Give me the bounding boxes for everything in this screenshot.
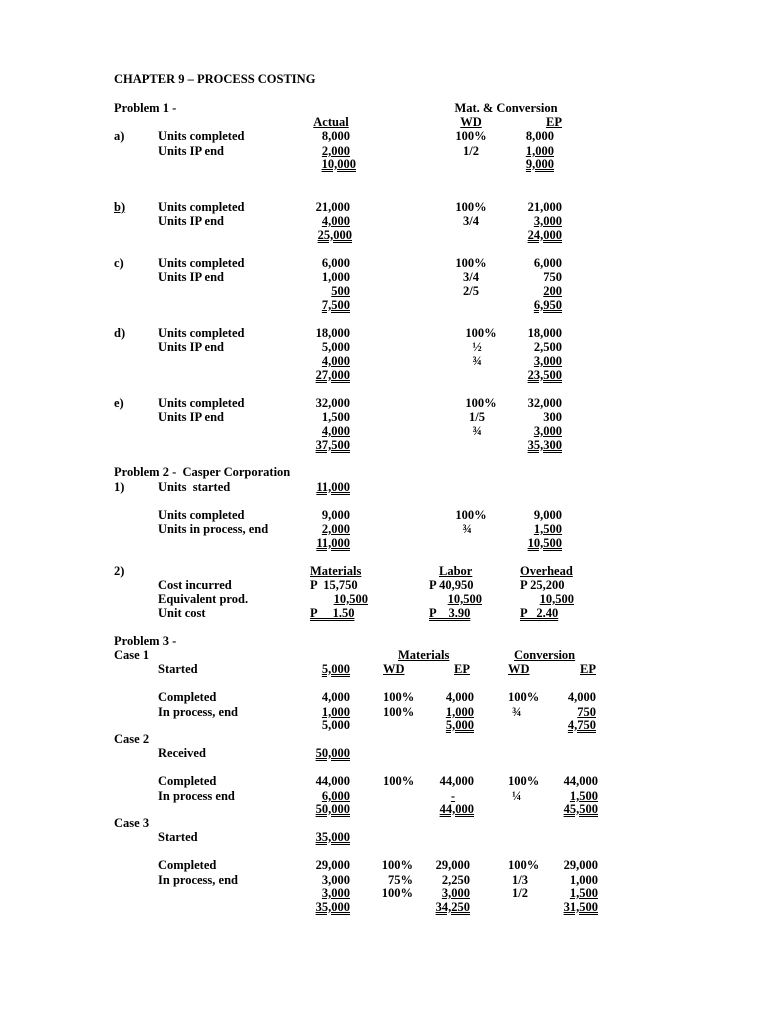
wd-header: WD [383,662,405,676]
actual-value: 2,000 [321,522,350,536]
ep-value: 18,000 [527,326,562,340]
ep-value: 3,000 [533,354,562,368]
ep-value: 1,000 [525,144,554,158]
page-title: CHAPTER 9 – PROCESS COSTING [114,72,316,86]
conv-ep-total: 45,500 [563,802,598,816]
actual-value: 3,000 [321,886,350,900]
row-label: Completed [158,690,217,704]
row-label: Units completed [158,326,245,340]
actual-value: 21,000 [315,200,350,214]
ep-value: 200 [543,284,562,298]
mat-conversion-header: Mat. & Conversion [454,101,558,115]
ep-value: 8,000 [525,129,554,143]
mat-wd-value: 100% [383,690,415,704]
overhead-header: Overhead [520,564,573,578]
actual-total: 50,000 [315,802,350,816]
problem-2-heading: Problem 2 - Casper Corporation [114,465,291,479]
conv-ep-value: 4,000 [567,690,596,704]
ep-value: 2,500 [533,340,562,354]
ep-value: 300 [543,410,562,424]
wd-value: 3/4 [463,214,479,228]
actual-total: 35,000 [315,900,350,914]
ep-value: 32,000 [527,396,562,410]
actual-value: 3,000 [321,873,350,887]
ep-header: EP [454,662,470,676]
row-label: Units started [158,480,231,494]
wd-value: 1/5 [469,410,485,424]
mat-ep-value: 2,250 [441,873,470,887]
part-label: 1) [114,480,125,494]
row-label: Units IP end [158,144,224,158]
overhead-eqp: 10,500 [539,592,574,606]
mat-wd-value: 100% [381,886,413,900]
row-label: Units IP end [158,270,224,284]
conv-ep-total: 4,750 [567,718,596,732]
wd-value: ¾ [472,424,482,438]
actual-total: 7,500 [321,298,350,312]
row-label: Units completed [158,256,245,270]
mat-wd-value: 100% [381,858,413,872]
actual-value: 6,000 [321,256,350,270]
wd-value: ½ [472,340,482,354]
actual-value: 1,500 [321,410,350,424]
wd-value: 100% [465,326,497,340]
actual-value: 8,000 [321,129,350,143]
problem-1-heading: Problem 1 - [114,101,177,115]
case-label: a) [114,129,125,143]
actual-value: 5,000 [321,340,350,354]
actual-total: 37,500 [315,438,350,452]
actual-value: 4,000 [321,690,350,704]
conv-ep-value: 1,500 [569,789,598,803]
row-label: Units completed [158,508,245,522]
materials-header: Materials [398,648,450,662]
ep-value: 3,000 [533,214,562,228]
wd-header: WD [508,662,530,676]
row-label: Unit cost [158,606,206,620]
conv-wd-value: ¼ [512,789,522,803]
wd-value: 100% [465,396,497,410]
actual-value: 44,000 [315,774,350,788]
conv-wd-value: 100% [508,774,540,788]
labor-cost: P 40,950 [429,578,474,592]
row-label: In process, end [158,873,238,887]
conv-wd-value: 1/2 [512,886,528,900]
row-label: Received [158,746,206,760]
ep-total: 23,500 [527,368,562,382]
actual-value: 500 [331,284,350,298]
actual-total: 10,000 [321,157,356,171]
ep-value: 6,000 [533,256,562,270]
mat-ep-value: 29,000 [435,858,470,872]
mat-ep-value: 1,000 [445,705,474,719]
materials-header: Materials [310,564,362,578]
materials-unit-cost: P 1.50 [310,606,355,620]
row-label: Equivalent prod. [158,592,249,606]
wd-value: 1/2 [463,144,479,158]
wd-value: ¾ [462,522,472,536]
ep-value: 1,500 [533,522,562,536]
case-label: d) [114,326,126,340]
ep-total: 6,950 [533,298,562,312]
problem-3-heading: Problem 3 - [114,634,177,648]
actual-value: 4,000 [321,424,350,438]
mat-ep-total: 34,250 [435,900,470,914]
conv-wd-value: 100% [508,690,540,704]
mat-ep-value: - [450,789,456,803]
ep-header: EP [580,662,596,676]
conv-wd-value: 100% [508,858,540,872]
case-label: Case 2 [114,732,150,746]
case-label: Case 1 [114,648,150,662]
row-label: In process, end [158,705,238,719]
actual-value: 9,000 [321,508,350,522]
ep-header: EP [546,115,562,129]
labor-unit-cost: P 3.90 [429,606,471,620]
actual-value: 1,000 [321,705,350,719]
actual-total: 25,000 [317,228,352,242]
wd-value: ¾ [472,354,482,368]
row-label: Units IP end [158,410,224,424]
actual-total: 11,000 [316,536,350,550]
ep-value: 9,000 [533,508,562,522]
wd-header: WD [460,115,482,129]
actual-value: 29,000 [315,858,350,872]
ep-total: 10,500 [527,536,562,550]
materials-eqp: 10,500 [333,592,368,606]
wd-value: 100% [455,129,487,143]
conv-ep-value: 1,500 [569,886,598,900]
actual-total: 27,000 [315,368,350,382]
actual-header: Actual [313,115,349,129]
conv-wd-value: ¾ [512,705,522,719]
row-label: Units IP end [158,340,224,354]
row-label: Started [158,662,198,676]
row-label: Started [158,830,198,844]
ep-total: 9,000 [525,157,554,171]
wd-value: 2/5 [463,284,479,298]
units-started-value: 5,000 [321,662,350,676]
mat-ep-value: 44,000 [439,774,474,788]
units-received-value: 50,000 [315,746,350,760]
actual-value: 4,000 [321,354,350,368]
materials-cost: P 15,750 [310,578,358,592]
actual-value: 32,000 [315,396,350,410]
actual-value: 2,000 [321,144,350,158]
row-label: Units completed [158,200,245,214]
ep-total: 24,000 [527,228,562,242]
conv-wd-value: 1/3 [512,873,528,887]
row-label: Cost incurred [158,578,232,592]
case-label: b) [114,200,126,214]
ep-total: 35,300 [527,438,562,452]
row-label: Units completed [158,396,245,410]
actual-value: 4,000 [321,214,350,228]
mat-ep-total: 44,000 [439,802,474,816]
case-label: c) [114,256,124,270]
mat-wd-value: 100% [383,705,415,719]
ep-value: 750 [543,270,562,284]
row-label: Units in process, end [158,522,269,536]
case-label: e) [114,396,124,410]
wd-value: 100% [455,508,487,522]
case-label: Case 3 [114,816,150,830]
overhead-unit-cost: P 2.40 [520,606,559,620]
mat-wd-value: 75% [388,873,413,887]
wd-value: 3/4 [463,270,479,284]
ep-value: 21,000 [527,200,562,214]
row-label: Units IP end [158,214,224,228]
mat-wd-value: 100% [383,774,415,788]
units-started-value: 35,000 [315,830,350,844]
row-label: In process end [158,789,235,803]
conv-ep-value: 44,000 [563,774,598,788]
wd-value: 100% [455,200,487,214]
overhead-cost: P 25,200 [520,578,565,592]
conv-ep-value: 29,000 [563,858,598,872]
actual-total: 5,000 [321,718,350,732]
row-label: Units completed [158,129,245,143]
conv-ep-value: 1,000 [569,873,598,887]
conv-ep-value: 750 [577,705,596,719]
mat-ep-total: 5,000 [445,718,474,732]
row-label: Completed [158,858,217,872]
actual-value: 18,000 [315,326,350,340]
part-label: 2) [114,564,125,578]
row-label: Completed [158,774,217,788]
actual-value: 1,000 [321,270,350,284]
ep-value: 3,000 [533,424,562,438]
mat-ep-value: 4,000 [445,690,474,704]
units-started-value: 11,000 [316,480,350,494]
labor-header: Labor [439,564,473,578]
wd-value: 100% [455,256,487,270]
actual-value: 6,000 [321,789,350,803]
mat-ep-value: 3,000 [441,886,470,900]
labor-eqp: 10,500 [447,592,482,606]
conv-ep-total: 31,500 [563,900,598,914]
conversion-header: Conversion [514,648,576,662]
